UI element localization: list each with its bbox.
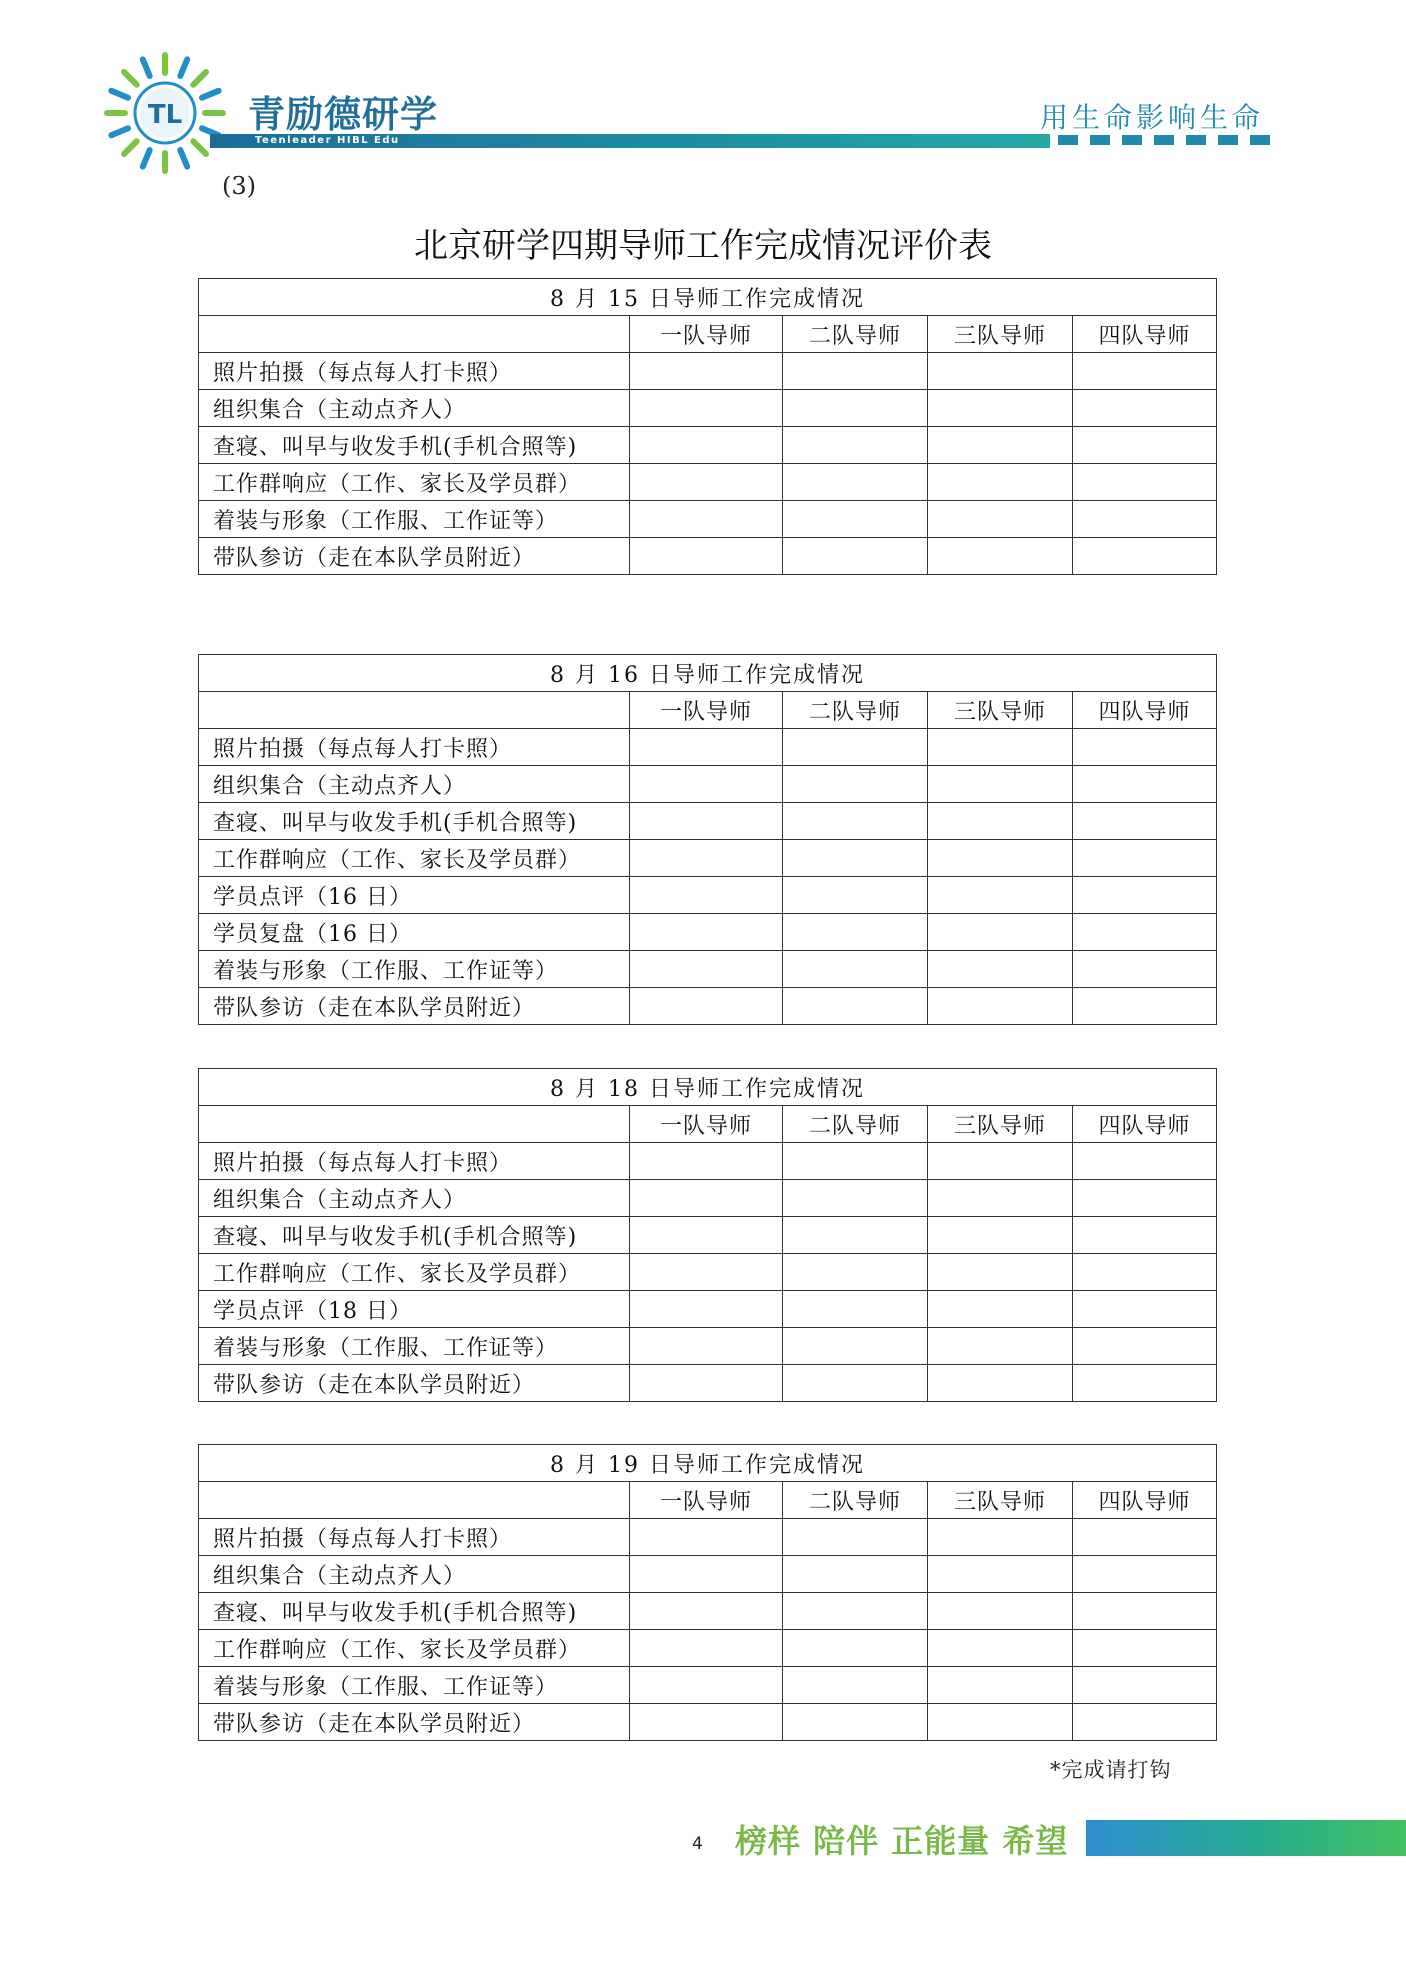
check-cell[interactable] xyxy=(783,538,928,575)
check-cell[interactable] xyxy=(1073,1704,1217,1741)
check-cell[interactable] xyxy=(783,840,928,877)
check-cell[interactable] xyxy=(928,1704,1073,1741)
check-cell[interactable] xyxy=(630,1328,783,1365)
header-blank-cell xyxy=(199,692,630,729)
check-cell[interactable] xyxy=(630,1593,783,1630)
check-cell[interactable] xyxy=(1073,538,1217,575)
table-row xyxy=(199,1254,1217,1291)
check-cell[interactable] xyxy=(928,729,1073,766)
column-header: 一队导师 xyxy=(630,692,783,729)
check-cell[interactable] xyxy=(928,538,1073,575)
check-cell[interactable] xyxy=(928,390,1073,427)
check-cell[interactable] xyxy=(1073,1593,1217,1630)
column-header: 四队导师 xyxy=(1073,692,1217,729)
column-header: 一队导师 xyxy=(630,316,783,353)
check-cell[interactable] xyxy=(928,353,1073,390)
table-date-title: 8 月 18 日导师工作完成情况 xyxy=(199,1069,1217,1106)
row-label: 工作群响应（工作、家长及学员群） xyxy=(199,464,630,501)
evaluation-table xyxy=(198,1444,1217,1741)
column-header: 三队导师 xyxy=(928,1482,1073,1519)
row-label: 工作群响应（工作、家长及学员群） xyxy=(199,1630,630,1667)
row-label: 着装与形象（工作服、工作证等） xyxy=(199,501,630,538)
check-cell[interactable] xyxy=(783,1143,928,1180)
check-cell[interactable] xyxy=(630,951,783,988)
table-row xyxy=(199,1328,1217,1365)
row-label: 带队参访（走在本队学员附近） xyxy=(199,538,630,575)
check-cell[interactable] xyxy=(928,1365,1073,1402)
check-cell[interactable] xyxy=(630,803,783,840)
check-cell[interactable] xyxy=(630,914,783,951)
check-cell[interactable] xyxy=(630,1180,783,1217)
check-cell[interactable] xyxy=(1073,353,1217,390)
row-label: 工作群响应（工作、家长及学员群） xyxy=(199,1254,630,1291)
logo-sun-icon xyxy=(100,48,230,178)
row-label: 照片拍摄（每点每人打卡照） xyxy=(199,729,630,766)
table-row xyxy=(199,1180,1217,1217)
check-cell[interactable] xyxy=(783,729,928,766)
table-row xyxy=(199,1217,1217,1254)
check-cell[interactable] xyxy=(1073,1630,1217,1667)
check-cell[interactable] xyxy=(630,501,783,538)
header-blank-cell xyxy=(199,1482,630,1519)
row-label: 着装与形象（工作服、工作证等） xyxy=(199,1328,630,1365)
logo-text: TL xyxy=(147,100,183,130)
check-cell[interactable] xyxy=(928,1180,1073,1217)
table-row xyxy=(199,1667,1217,1704)
check-cell[interactable] xyxy=(928,803,1073,840)
check-cell[interactable] xyxy=(1073,1143,1217,1180)
table-row xyxy=(199,803,1217,840)
check-cell[interactable] xyxy=(928,877,1073,914)
check-cell[interactable] xyxy=(1073,1519,1217,1556)
column-header: 三队导师 xyxy=(928,1106,1073,1143)
check-cell[interactable] xyxy=(783,390,928,427)
row-label: 组织集合（主动点齐人） xyxy=(199,1556,630,1593)
check-cell[interactable] xyxy=(630,427,783,464)
header-blank-cell xyxy=(199,1106,630,1143)
row-label: 组织集合（主动点齐人） xyxy=(199,766,630,803)
check-cell[interactable] xyxy=(928,501,1073,538)
row-label: 着装与形象（工作服、工作证等） xyxy=(199,1667,630,1704)
check-cell[interactable] xyxy=(928,951,1073,988)
check-cell[interactable] xyxy=(783,1328,928,1365)
check-cell[interactable] xyxy=(1073,803,1217,840)
check-cell[interactable] xyxy=(630,1291,783,1328)
check-cell[interactable] xyxy=(928,766,1073,803)
slogan-dashes xyxy=(1058,135,1270,145)
check-cell[interactable] xyxy=(783,1180,928,1217)
logo-ray xyxy=(111,91,128,98)
section-number: (3) xyxy=(222,172,256,200)
check-cell[interactable] xyxy=(1073,914,1217,951)
check-cell[interactable] xyxy=(783,1556,928,1593)
check-cell[interactable] xyxy=(1073,840,1217,877)
row-label: 带队参访（走在本队学员附近） xyxy=(199,1704,630,1741)
column-header: 二队导师 xyxy=(783,692,928,729)
column-header: 四队导师 xyxy=(1073,1482,1217,1519)
check-cell[interactable] xyxy=(928,1519,1073,1556)
row-label: 着装与形象（工作服、工作证等） xyxy=(199,951,630,988)
table-row xyxy=(199,1630,1217,1667)
row-label: 组织集合（主动点齐人） xyxy=(199,1180,630,1217)
table-row xyxy=(199,877,1217,914)
check-cell[interactable] xyxy=(783,1667,928,1704)
check-cell[interactable] xyxy=(928,840,1073,877)
check-cell[interactable] xyxy=(630,729,783,766)
column-header: 四队导师 xyxy=(1073,316,1217,353)
check-cell[interactable] xyxy=(630,353,783,390)
check-cell[interactable] xyxy=(1073,464,1217,501)
row-label: 学员复盘（16 日） xyxy=(199,914,630,951)
check-cell[interactable] xyxy=(630,988,783,1025)
check-cell[interactable] xyxy=(783,1630,928,1667)
row-label: 学员点评（16 日） xyxy=(199,877,630,914)
check-cell[interactable] xyxy=(928,1217,1073,1254)
check-cell[interactable] xyxy=(783,501,928,538)
check-cell[interactable] xyxy=(783,951,928,988)
check-cell[interactable] xyxy=(1073,427,1217,464)
page-title: 北京研学四期导师工作完成情况评价表 xyxy=(414,226,992,266)
check-cell[interactable] xyxy=(783,914,928,951)
logo-ray xyxy=(124,72,137,85)
check-cell[interactable] xyxy=(783,988,928,1025)
check-cell[interactable] xyxy=(1073,766,1217,803)
check-cell[interactable] xyxy=(783,464,928,501)
table-row xyxy=(199,1593,1217,1630)
check-cell[interactable] xyxy=(928,427,1073,464)
check-cell[interactable] xyxy=(783,1519,928,1556)
logo-ray xyxy=(202,91,219,98)
table-row xyxy=(199,840,1217,877)
table-row xyxy=(199,1519,1217,1556)
logo-ray xyxy=(124,141,137,154)
check-cell[interactable] xyxy=(1073,951,1217,988)
column-header: 二队导师 xyxy=(783,1482,928,1519)
table-row xyxy=(199,1143,1217,1180)
row-label: 照片拍摄（每点每人打卡照） xyxy=(199,353,630,390)
row-label: 照片拍摄（每点每人打卡照） xyxy=(199,1143,630,1180)
check-cell[interactable] xyxy=(928,464,1073,501)
check-cell[interactable] xyxy=(1073,1180,1217,1217)
table-row xyxy=(199,951,1217,988)
row-label: 工作群响应（工作、家长及学员群） xyxy=(199,840,630,877)
check-cell[interactable] xyxy=(783,1254,928,1291)
column-header: 三队导师 xyxy=(928,316,1073,353)
check-cell[interactable] xyxy=(1073,390,1217,427)
header-blank-cell xyxy=(199,316,630,353)
check-cell[interactable] xyxy=(1073,1328,1217,1365)
check-cell[interactable] xyxy=(928,1254,1073,1291)
check-cell[interactable] xyxy=(783,1704,928,1741)
check-cell[interactable] xyxy=(1073,501,1217,538)
check-cell[interactable] xyxy=(1073,729,1217,766)
check-cell[interactable] xyxy=(928,1328,1073,1365)
check-cell[interactable] xyxy=(928,1630,1073,1667)
check-cell[interactable] xyxy=(783,1291,928,1328)
check-cell[interactable] xyxy=(630,1556,783,1593)
check-cell[interactable] xyxy=(630,1254,783,1291)
logo-ray xyxy=(180,59,187,76)
brand-name: 青励德研学 xyxy=(248,93,438,136)
table-row xyxy=(199,464,1217,501)
column-header: 二队导师 xyxy=(783,316,928,353)
check-cell[interactable] xyxy=(1073,988,1217,1025)
table-date-title: 8 月 15 日导师工作完成情况 xyxy=(199,279,1217,316)
check-cell[interactable] xyxy=(1073,1217,1217,1254)
table-row xyxy=(199,729,1217,766)
header-slogan: 用生命影响生命 xyxy=(1040,101,1265,134)
row-label: 组织集合（主动点齐人） xyxy=(199,390,630,427)
evaluation-table xyxy=(198,654,1217,1025)
column-header: 一队导师 xyxy=(630,1106,783,1143)
table-row xyxy=(199,427,1217,464)
check-cell[interactable] xyxy=(783,427,928,464)
check-cell[interactable] xyxy=(630,390,783,427)
check-cell[interactable] xyxy=(630,1630,783,1667)
check-cell[interactable] xyxy=(928,1556,1073,1593)
row-label: 照片拍摄（每点每人打卡照） xyxy=(199,1519,630,1556)
check-cell[interactable] xyxy=(1073,1291,1217,1328)
logo-ray xyxy=(111,128,128,135)
table-row xyxy=(199,390,1217,427)
check-cell[interactable] xyxy=(630,1519,783,1556)
check-cell[interactable] xyxy=(783,766,928,803)
logo-ray xyxy=(143,150,150,167)
table-date-title: 8 月 19 日导师工作完成情况 xyxy=(199,1445,1217,1482)
logo-ray xyxy=(193,72,206,85)
check-cell[interactable] xyxy=(928,1143,1073,1180)
check-cell[interactable] xyxy=(783,803,928,840)
check-cell[interactable] xyxy=(1073,1365,1217,1402)
check-cell[interactable] xyxy=(630,1143,783,1180)
check-cell[interactable] xyxy=(928,1593,1073,1630)
row-label: 查寝、叫早与收发手机(手机合照等) xyxy=(199,803,630,840)
check-cell[interactable] xyxy=(783,353,928,390)
column-header: 一队导师 xyxy=(630,1482,783,1519)
row-label: 带队参访（走在本队学员附近） xyxy=(199,988,630,1025)
row-label: 学员点评（18 日） xyxy=(199,1291,630,1328)
table-row xyxy=(199,353,1217,390)
footer-bar xyxy=(1086,1820,1406,1856)
check-cell[interactable] xyxy=(783,1217,928,1254)
page-header xyxy=(0,0,1406,200)
check-cell[interactable] xyxy=(630,766,783,803)
logo-ray xyxy=(193,141,206,154)
check-cell[interactable] xyxy=(630,877,783,914)
column-header: 二队导师 xyxy=(783,1106,928,1143)
row-label: 查寝、叫早与收发手机(手机合照等) xyxy=(199,1593,630,1630)
evaluation-table xyxy=(198,1068,1217,1402)
logo-ray xyxy=(180,150,187,167)
table-row xyxy=(199,988,1217,1025)
row-label: 查寝、叫早与收发手机(手机合照等) xyxy=(199,427,630,464)
table-row xyxy=(199,538,1217,575)
table-row xyxy=(199,1365,1217,1402)
check-cell[interactable] xyxy=(1073,1254,1217,1291)
table-row xyxy=(199,1556,1217,1593)
check-cell[interactable] xyxy=(783,1365,928,1402)
check-cell[interactable] xyxy=(630,464,783,501)
check-cell[interactable] xyxy=(630,1704,783,1741)
check-cell[interactable] xyxy=(630,1217,783,1254)
check-cell[interactable] xyxy=(630,538,783,575)
footer-slogan: 榜样 陪伴 正能量 希望 xyxy=(735,1822,1069,1860)
row-label: 查寝、叫早与收发手机(手机合照等) xyxy=(199,1217,630,1254)
check-cell[interactable] xyxy=(783,1593,928,1630)
check-cell[interactable] xyxy=(1073,1556,1217,1593)
footnote: *完成请打钩 xyxy=(1050,1758,1172,1782)
table-row xyxy=(199,1291,1217,1328)
table-date-title: 8 月 16 日导师工作完成情况 xyxy=(199,655,1217,692)
column-header: 三队导师 xyxy=(928,692,1073,729)
check-cell[interactable] xyxy=(1073,877,1217,914)
table-row xyxy=(199,1704,1217,1741)
table-row xyxy=(199,766,1217,803)
page-number: 4 xyxy=(692,1834,703,1854)
check-cell[interactable] xyxy=(928,1291,1073,1328)
check-cell[interactable] xyxy=(630,1667,783,1704)
check-cell[interactable] xyxy=(928,988,1073,1025)
table-row xyxy=(199,501,1217,538)
check-cell[interactable] xyxy=(630,1365,783,1402)
brand-english-name: Teenleader HIBL Edu xyxy=(255,135,400,146)
check-cell[interactable] xyxy=(928,914,1073,951)
check-cell[interactable] xyxy=(630,840,783,877)
column-header: 四队导师 xyxy=(1073,1106,1217,1143)
check-cell[interactable] xyxy=(928,1667,1073,1704)
evaluation-table xyxy=(198,278,1217,575)
logo-ray xyxy=(143,59,150,76)
row-label: 带队参访（走在本队学员附近） xyxy=(199,1365,630,1402)
check-cell[interactable] xyxy=(1073,1667,1217,1704)
check-cell[interactable] xyxy=(783,877,928,914)
table-row xyxy=(199,914,1217,951)
